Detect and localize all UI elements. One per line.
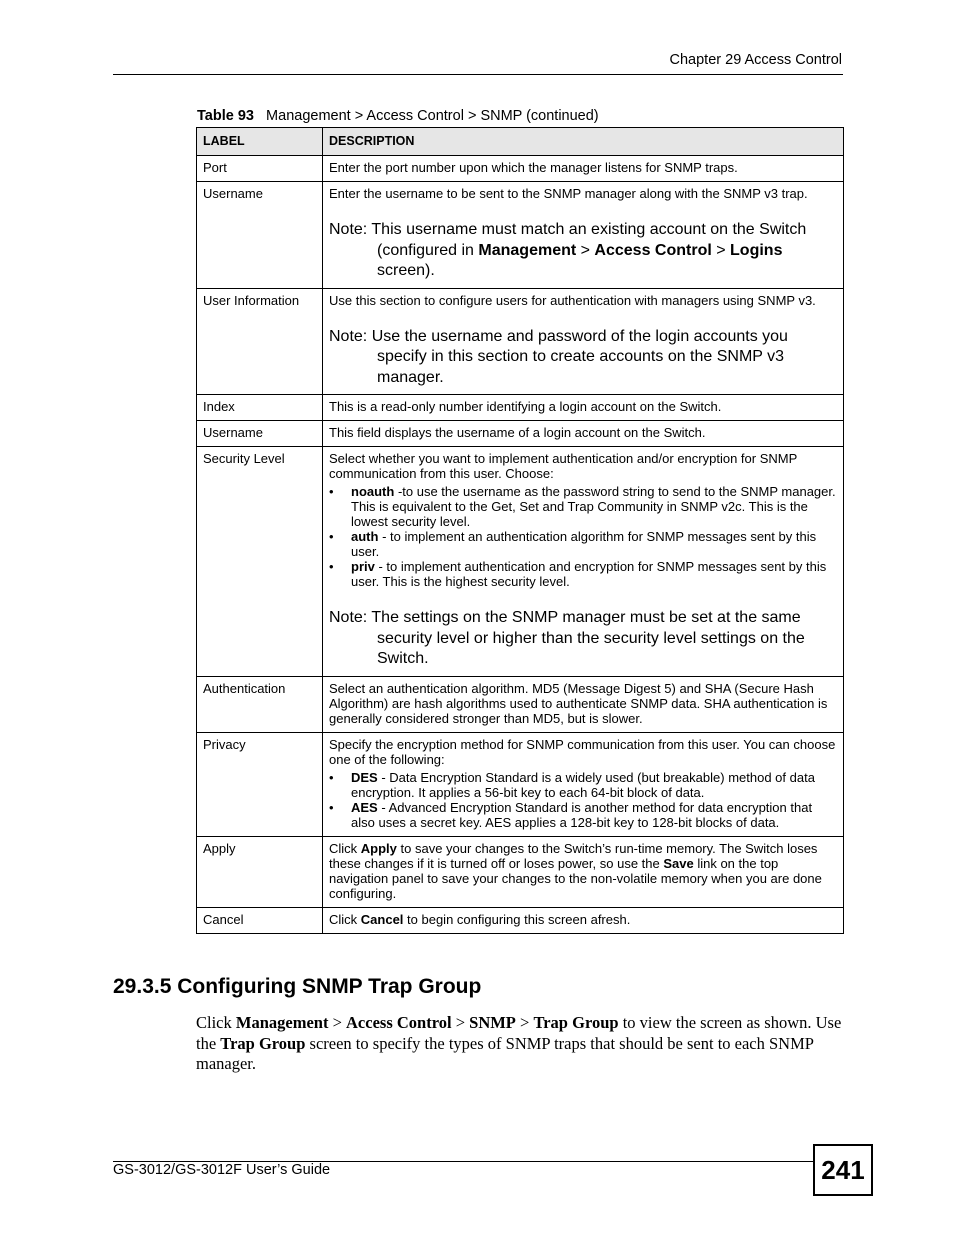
table-row <box>197 395 844 421</box>
option-name: auth <box>351 529 379 544</box>
table-row <box>197 288 844 395</box>
row-description <box>323 288 844 395</box>
option-text: - Advanced Encryption Standard is another method for data encryption that also uses a secret key. AES applies a 128-bit key to 128-bit blocks of data. <box>351 799 813 830</box>
table-row <box>197 732 844 836</box>
list-item <box>329 559 837 589</box>
description-text: to save your changes to the Switch’s run-time memory. The Switch loses these changes if it is turned off or loses power, so use the <box>329 840 818 871</box>
table-row <box>197 156 844 182</box>
option-text: - Data Encryption Standard is a widely used (but breakable) method of data encryption. It applies a 56-bit key to each 64-bit block of data. <box>351 769 815 800</box>
description-text: Use this section to configure users for authentication with managers using SNMP v3. <box>329 292 816 308</box>
row-label: Security Level <box>197 447 323 677</box>
table-row <box>197 907 844 933</box>
snmp-table <box>196 127 844 934</box>
paragraph-text: > <box>328 1013 347 1032</box>
row-description: Select an authentication algorithm. MD5 (Message Digest 5) and SHA (Secure Hash Algorithm) are hash algorithms used to authenticate SNMP data. SHA authentication is generally considered stronger than MD5, but is slower. <box>323 676 844 732</box>
bullet-list <box>329 770 837 830</box>
option-text: - to implement authentication and encryption for SNMP messages sent by this user. This is the highest security level. <box>351 559 827 589</box>
table-row <box>197 447 844 677</box>
header-rule <box>113 74 843 75</box>
option-name: priv <box>351 559 375 574</box>
paragraph-bold: Management <box>235 1013 329 1032</box>
table-row <box>197 182 844 289</box>
list-item <box>329 529 837 559</box>
description-bold: Save <box>663 855 694 871</box>
description-bold: Apply <box>360 840 397 856</box>
table-row <box>197 676 844 732</box>
row-description <box>323 907 844 933</box>
paragraph-text: Click <box>196 1013 236 1032</box>
row-label: Privacy <box>197 732 323 836</box>
row-label: Apply <box>197 836 323 907</box>
option-text: - to implement an authentication algorithm for SNMP messages sent by this user. <box>351 529 817 559</box>
row-description: Enter the port number upon which the manager listens for SNMP traps. <box>323 156 844 182</box>
description-text: Specify the encryption method for SNMP communication from this user. You can choose one of the following: <box>329 736 836 767</box>
paragraph-bold: Trap Group <box>533 1013 619 1032</box>
row-label: Authentication <box>197 676 323 732</box>
option-name: AES <box>351 799 378 815</box>
page-number: 241 <box>813 1144 873 1196</box>
paragraph-bold: Trap Group <box>220 1033 306 1053</box>
section-heading: 29.3.5 Configuring SNMP Trap Group <box>113 975 482 998</box>
table-row <box>197 836 844 907</box>
description-text: Select whether you want to implement authentication and/or encryption for SNMP communication from this user. Choose: <box>329 451 798 481</box>
note: Note: The settings on the SNMP manager must be set at the same security level or higher than the security level settings on the Switch. <box>329 609 805 667</box>
paragraph-text: > <box>515 1013 534 1032</box>
column-header-label: LABEL <box>197 128 323 156</box>
column-header-description: DESCRIPTION <box>323 128 844 156</box>
footer-guide-title: GS-3012/GS-3012F User’s Guide <box>113 1162 331 1178</box>
row-label: Port <box>197 156 323 182</box>
row-label: Index <box>197 395 323 421</box>
body-paragraph <box>196 1013 846 1075</box>
list-item <box>329 484 837 529</box>
description-text: to begin configuring this screen afresh. <box>403 911 631 927</box>
paragraph-text: screen to specify the types of SNMP traps that should be sent to each SNMP manager. <box>196 1033 814 1073</box>
row-label: Username <box>197 421 323 447</box>
paragraph-bold: Access Control <box>346 1013 452 1032</box>
note-text: Note: This username must match an existing account on the Switch (configured in <box>329 221 807 259</box>
paragraph-text: > <box>451 1013 470 1032</box>
note-bold: Access Control <box>594 241 712 259</box>
row-description <box>323 182 844 289</box>
list-item <box>329 800 837 830</box>
row-description <box>323 836 844 907</box>
row-label: Cancel <box>197 907 323 933</box>
description-text: link on the top navigation panel to save your changes to the non-volatile memory when you are done configuring. <box>329 855 822 901</box>
note <box>329 220 837 282</box>
option-name: DES <box>351 769 378 785</box>
note-text: > <box>711 241 731 259</box>
row-description: This field displays the username of a login account on the Switch. <box>323 421 844 447</box>
description-text: Click <box>329 840 361 856</box>
paragraph-bold: SNMP <box>469 1013 516 1032</box>
row-label: Username <box>197 182 323 289</box>
table-caption-text: Management > Access Control > SNMP (continued) <box>266 108 599 124</box>
row-label: User Information <box>197 288 323 395</box>
row-description <box>323 732 844 836</box>
note-bold: Logins <box>730 241 783 259</box>
description-text: Enter the username to be sent to the SNMP manager along with the SNMP v3 trap. <box>329 186 808 201</box>
description-text: Click <box>329 911 361 927</box>
table-row <box>197 421 844 447</box>
note-bold: Management <box>478 241 577 259</box>
description-bold: Cancel <box>360 911 404 927</box>
paragraph-text: to view the screen as shown. Use the <box>196 1013 842 1053</box>
note-text: screen). <box>377 262 435 279</box>
row-description: This is a read-only number identifying a login account on the Switch. <box>323 395 844 421</box>
chapter-header: Chapter 29 Access Control <box>669 52 842 68</box>
option-name: noauth <box>351 484 395 499</box>
note: Note: Use the username and password of the login accounts you specify in this section to create accounts on the SNMP v3 manager. <box>329 327 788 386</box>
note-text: > <box>576 241 595 259</box>
table-caption <box>197 108 599 124</box>
row-description <box>323 447 844 677</box>
bullet-list <box>329 484 837 589</box>
list-item <box>329 770 837 800</box>
table-number: Table 93 <box>197 108 254 124</box>
option-text: -to use the username as the password string to send to the SNMP manager. This is equivalent to the Get, Set and Trap Community in SNMP v2c. This is the lowest security level. <box>351 484 836 529</box>
table-header-row <box>197 128 844 156</box>
